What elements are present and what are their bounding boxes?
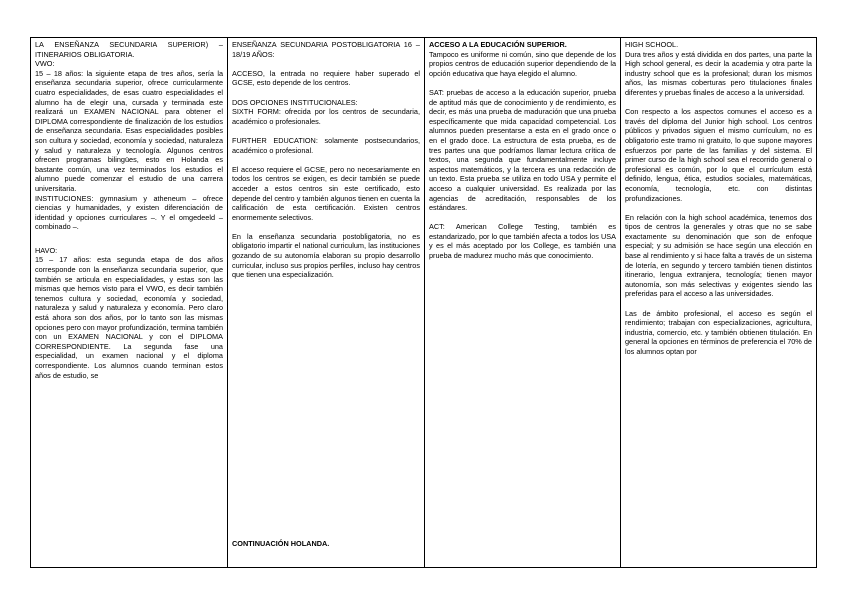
sixth-form-text: SIXTH FORM: ofrecida por los centros de secundaria, académico o profesionales. xyxy=(232,107,420,126)
column-secundaria-superior xyxy=(30,38,227,567)
high-school-p4: Las de ámbito profesional, el acceso es según el rendimiento; trabajan con especializaciones, agricultura, industria, comercio, etc. y también obtienen titulación. En general la opciones en términos de preferencia el 70% de los alumnos optan por xyxy=(625,308,812,356)
column-high-school xyxy=(620,38,817,567)
column-heading: ACCESO A LA EDUCACIÓN SUPERIOR. xyxy=(429,40,567,49)
column-postobligatoria xyxy=(227,38,424,567)
column-heading: LA ENSEÑANZA SECUNDARIA SUPERIOR) – ITINERARIOS OBLIGATORIA. xyxy=(35,40,223,59)
high-school-p1: Dura tres años y está dividida en dos partes, una parte la High school general, es decir la academia y otra parte la industry school que es la profesional; duran los mismos años, las mismas coberturas pero titulaciones finales diferentes y pruebas finales de acceso a la universidad. xyxy=(625,49,812,97)
dos-opciones-title: DOS OPCIONES INSTITUCIONALES: xyxy=(232,97,358,107)
column-heading: HIGH SCHOOL. xyxy=(625,40,679,49)
act-text: ACT: American College Testing, también es estandarizado, por lo que también afecta a todos los USA y es el más aceptado por los College, es también una prueba de madurez mucho más que conocimiento. xyxy=(429,222,616,261)
requiere-gcse-text: El acceso requiere el GCSE, pero no necesariamente en todos los centros se exigen, es decir también se puede acceder a estos centros sin este certificado, esto depende del centro y también algunos tienen en cuenta la calificación de esta certificación. Existen centros enormemente selectivos. xyxy=(232,164,420,222)
high-school-p2: Con respecto a los aspectos comunes el acceso es a través del diploma del Junior high school. Los centros públicos y privados siguen el mismo currículum, no es obligatorio este tramo ni gratuito, lo que supone mayores esfuerzos por parte de las familias y del sistema. El primer curso de la high school sea el recorrido general o profesional es común, por lo que el currículum está definido, lengua, ética, estudios sociales, matemáticas, economía, tecnología, etc. con distintas profundizaciones. xyxy=(625,107,812,203)
continuacion-holanda: CONTINUACIÓN HOLANDA. xyxy=(232,539,330,549)
instituciones-text: INSTITUCIONES: gymnasium y atheneum – ofrece ciencias y humanidades, y existen diferenciación de identidad y opciones curriculares –. Y el omgedeeld – combinado –. xyxy=(35,193,223,232)
intro-text: Tampoco es uniforme ni común, sino que depende de los propios centros de educación superior dependiendo de la opción educativa que haya elegido el alumno. xyxy=(429,49,616,78)
further-education-text: FURTHER EDUCATION: solamente postsecundarios, académico o profesional. xyxy=(232,135,420,155)
havo-title: HAVO: xyxy=(35,245,58,255)
vwo-text: 15 – 18 años: la siguiente etapa de tres años, sería la enseñanza secundaria superior, ofrece curricularmente cuatro especialidades, de esas cuatro especialidades el alumno ha de elegir una, cursada y terminada este realizará un EXAMEN NACIONAL para obtener el DIPLOMA correspondiente de finalización de los estudios de enseñanza secundaria. Esas especialidades posibles son cultura y sociedad, economía y sociedad, naturaleza y salud y naturaleza y tecnología. Algunos centros ofrecen programas bilingües, esto en Holanda es bastante común, una vez terminados los estudios el alumno puede comenzar el estudio de una carrera universitaria. xyxy=(35,68,223,193)
column-heading: ENSEÑANZA SECUNDARIA POSTOBLIGATORIA 16 – 18/19 AÑOS: xyxy=(232,40,420,59)
postobligatoria-text: En la enseñanza secundaria postobligatoria, no es obligatorio impartir el national curriculum, las instituciones gozando de su autonomía elaboran su propio desarrollo curricular, incluso sus propios perfiles, incluso hay centros que tienen una especialización. xyxy=(232,231,420,280)
column-acceso-educacion-superior xyxy=(424,38,620,567)
sat-text: SAT: pruebas de acceso a la educación superior, prueba de aptitud más que de conocimiento y de rendimiento, es decir, es más una prueba de maduración que una prueba específicamente que mida capacidad competencial. Los alumnos pueden presentarse a esta en el grado once o en el grado doce. La estructura de esta prueba, es de tres partes una que podríamos llamar lectura crítica de textos, una segunda que fundamentalmente incluye aspectos matemáticos, y la tercera es una redacción de un texto. Esta prueba se utiliza en todo USA y permite el acceso a cualquier universidad. Es realizada por las agencias de acreditación, responsables de los estándares. xyxy=(429,87,616,213)
havo-text: 15 – 17 años: esta segunda etapa de dos años corresponde con la enseñanza secundaria superior, que también se articula en especialidades, y estas son las mismas que hemos visto para el VWO, es decir también tenemos cultura y sociedad, economía y sociedad, naturaleza y salud y naturaleza y economía. Pero claro está ahora son dos años, por lo tanto son las mismas opciones pero con mayor profundización, termina también con un EXAMEN NACIONAL y con el DIPLOMA CORRESPONDIENTE. La segunda fase una especialidad, un examen nacional y el diploma correspondiente. Los alumnos cuando terminan estos años de estudio, se xyxy=(35,255,223,380)
vwo-title: VWO: xyxy=(35,59,55,69)
document-table xyxy=(30,37,817,568)
high-school-p3: En relación con la high school académica, tenemos dos tipos de centros la generales y otras que no se sabe exactamente su denominación que son de enfoque especial; y su admisión se hace según una elección en base al rendimiento y si hace falta a través de un sistema de lotería, en segundo y tercero también tienen distintos itinerario, lengua extranjera, tecnología; tienen mayor autonomía, son más selectivas y exigentes siendo las preferidas para el acceso a las universidades. xyxy=(625,212,812,299)
acceso-text: ACCESO, la entrada no requiere haber superado el GCSE, esto depende de los centros. xyxy=(232,68,420,88)
